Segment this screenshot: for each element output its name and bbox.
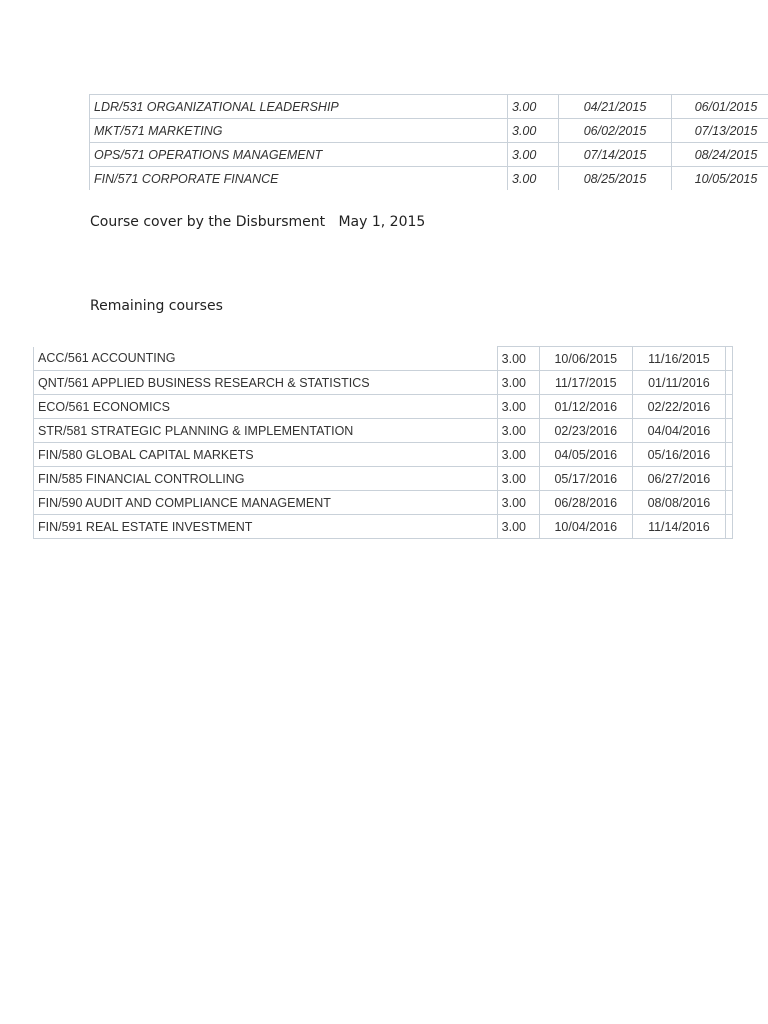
end-date-cell: 05/16/2016 [632, 443, 725, 467]
start-date-cell: 04/05/2016 [539, 443, 632, 467]
credits-cell: 3.00 [508, 119, 559, 143]
table-row [34, 467, 733, 491]
table-row [34, 515, 733, 539]
blank-cell [725, 467, 732, 491]
credits-cell: 3.00 [497, 371, 539, 395]
remaining-courses-table [33, 346, 733, 539]
end-date-cell: 02/22/2016 [632, 395, 725, 419]
end-date-cell: 06/01/2015 [672, 95, 768, 119]
end-date-cell: 07/13/2015 [672, 119, 768, 143]
start-date-cell: 05/17/2016 [539, 467, 632, 491]
credits-cell: 3.00 [497, 347, 539, 371]
table-row [34, 371, 733, 395]
end-date-cell: 08/24/2015 [672, 143, 768, 167]
start-date-cell: 06/02/2015 [559, 119, 672, 143]
start-date-cell: 02/23/2016 [539, 419, 632, 443]
start-date-cell: 11/17/2015 [539, 371, 632, 395]
table-row [90, 143, 768, 167]
credits-cell: 3.00 [497, 395, 539, 419]
course-cell: OPS/571 OPERATIONS MANAGEMENT [90, 143, 508, 167]
start-date-cell: 10/04/2016 [539, 515, 632, 539]
credits-cell: 3.00 [497, 515, 539, 539]
blank-cell [725, 371, 732, 395]
end-date-cell: 06/27/2016 [632, 467, 725, 491]
end-date-cell: 04/04/2016 [632, 419, 725, 443]
credits-cell: 3.00 [497, 443, 539, 467]
table-row [34, 443, 733, 467]
course-cell: FIN/571 CORPORATE FINANCE [90, 167, 508, 191]
start-date-cell: 01/12/2016 [539, 395, 632, 419]
course-cell: FIN/590 AUDIT AND COMPLIANCE MANAGEMENT [34, 491, 498, 515]
credits-cell: 3.00 [497, 419, 539, 443]
credits-cell: 3.00 [508, 167, 559, 191]
blank-cell [725, 443, 732, 467]
course-cell: STR/581 STRATEGIC PLANNING & IMPLEMENTATION [34, 419, 498, 443]
credits-cell: 3.00 [508, 95, 559, 119]
table-row [90, 119, 768, 143]
table-row [34, 491, 733, 515]
blank-cell [725, 491, 732, 515]
end-date-cell: 10/05/2015 [672, 167, 768, 191]
credits-cell: 3.00 [497, 467, 539, 491]
remaining-courses-heading: Remaining courses [90, 298, 223, 314]
course-cell: ECO/561 ECONOMICS [34, 395, 498, 419]
course-cell: FIN/591 REAL ESTATE INVESTMENT [34, 515, 498, 539]
start-date-cell: 06/28/2016 [539, 491, 632, 515]
completed-courses-table [89, 94, 768, 190]
end-date-cell: 01/11/2016 [632, 371, 725, 395]
course-cell: FIN/580 GLOBAL CAPITAL MARKETS [34, 443, 498, 467]
start-date-cell: 08/25/2015 [559, 167, 672, 191]
table-row [90, 167, 768, 191]
end-date-cell: 11/14/2016 [632, 515, 725, 539]
start-date-cell: 04/21/2015 [559, 95, 672, 119]
table-row [34, 419, 733, 443]
start-date-cell: 07/14/2015 [559, 143, 672, 167]
course-cell: MKT/571 MARKETING [90, 119, 508, 143]
blank-cell [725, 515, 732, 539]
disbursement-note: Course cover by the Disbursment May 1, 2015 [90, 214, 426, 230]
credits-cell: 3.00 [497, 491, 539, 515]
course-cell: LDR/531 ORGANIZATIONAL LEADERSHIP [90, 95, 508, 119]
end-date-cell: 11/16/2015 [632, 347, 725, 371]
course-cell: ACC/561 ACCOUNTING [34, 347, 498, 371]
start-date-cell: 10/06/2015 [539, 347, 632, 371]
table-row [90, 95, 768, 119]
course-cell: FIN/585 FINANCIAL CONTROLLING [34, 467, 498, 491]
table-row [34, 347, 733, 371]
table-row [34, 395, 733, 419]
credits-cell: 3.00 [508, 143, 559, 167]
end-date-cell: 08/08/2016 [632, 491, 725, 515]
blank-cell [725, 419, 732, 443]
course-cell: QNT/561 APPLIED BUSINESS RESEARCH & STATISTICS [34, 371, 498, 395]
blank-cell [725, 347, 732, 371]
blank-cell [725, 395, 732, 419]
